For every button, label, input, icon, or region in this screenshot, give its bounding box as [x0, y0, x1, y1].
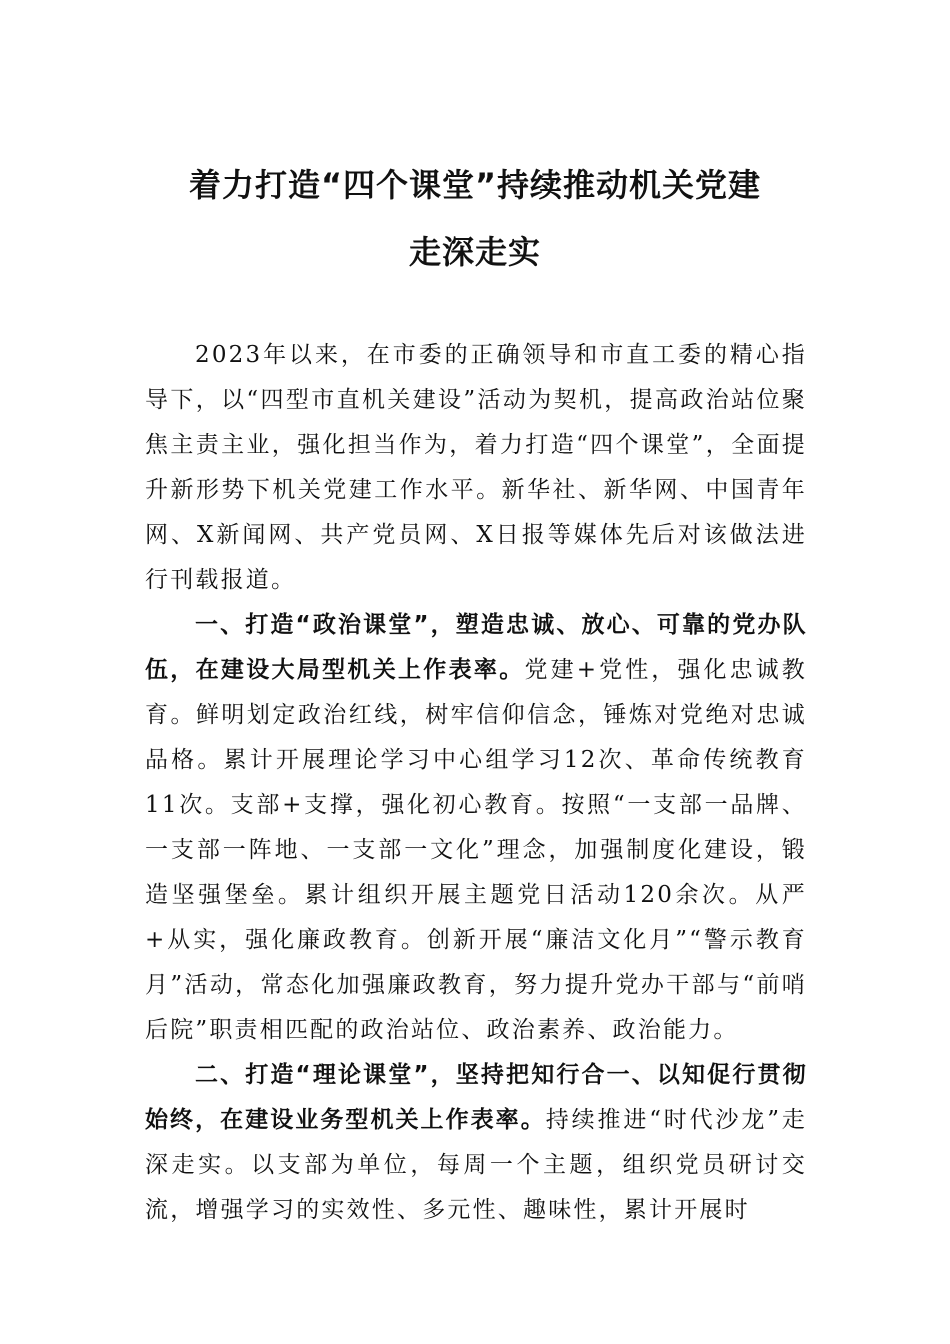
section-2-text: 持续推进“时代沙龙”走深走实。以支部为单位，每周一个主题，组织党员研讨交流，增强学习的实效性、多元性、趣味性，累计开展时	[145, 1107, 808, 1223]
section-1-heading: 一、打造“政治课堂”，塑造忠诚、放心、可靠的党办队伍，在建设大局型机关上作表率。	[145, 612, 807, 683]
paragraph-text: 2023年以来，在市委的正确领导和市直工委的精心指导下，以“四型市直机关建设”活动为契机，提高政治站位聚焦主责主业，强化担当作为，着力打造“四个课堂”，全面提升新形势下机关党建工作水平。新华社、新华网、中国青年网、X新闻网、共产党员网、X日报等媒体先后对该做法进行刊载报道。	[145, 342, 807, 593]
section-1-text: 党建+党性，强化忠诚教育。鲜明划定政治红线，树牢信仰信念，锤炼对党绝对忠诚品格。累计开展理论学习中心组学习12次、革命传统教育11次。支部+支撑，强化初心教育。按照“一支部一品牌、一支部一阵地、一支部一文化”理念，加强制度化建设，锻造坚强堡垒。累计组织开展主题党日活动120余次。从严+从实，强化廉政教育。创新开展“廉洁文化月”“警示教育月”活动，常态化加强廉政教育，努力提升党办干部与“前哨后院”职责相匹配的政治站位、政治素养、政治能力。	[145, 657, 807, 1043]
section-2-heading: 二、打造“理论课堂”，坚持把知行合一、以知促行贯彻始终，在建设业务型机关上作表率。	[145, 1062, 807, 1133]
section-1-paragraph	[145, 603, 807, 1053]
document-title-line-2: 走深走实	[408, 233, 541, 271]
section-2-paragraph	[145, 1053, 807, 1233]
document-body	[145, 333, 807, 1233]
intro-paragraph	[145, 333, 807, 603]
document-title-line-1: 着力打造“四个课堂”持续推动机关党建	[188, 166, 762, 204]
